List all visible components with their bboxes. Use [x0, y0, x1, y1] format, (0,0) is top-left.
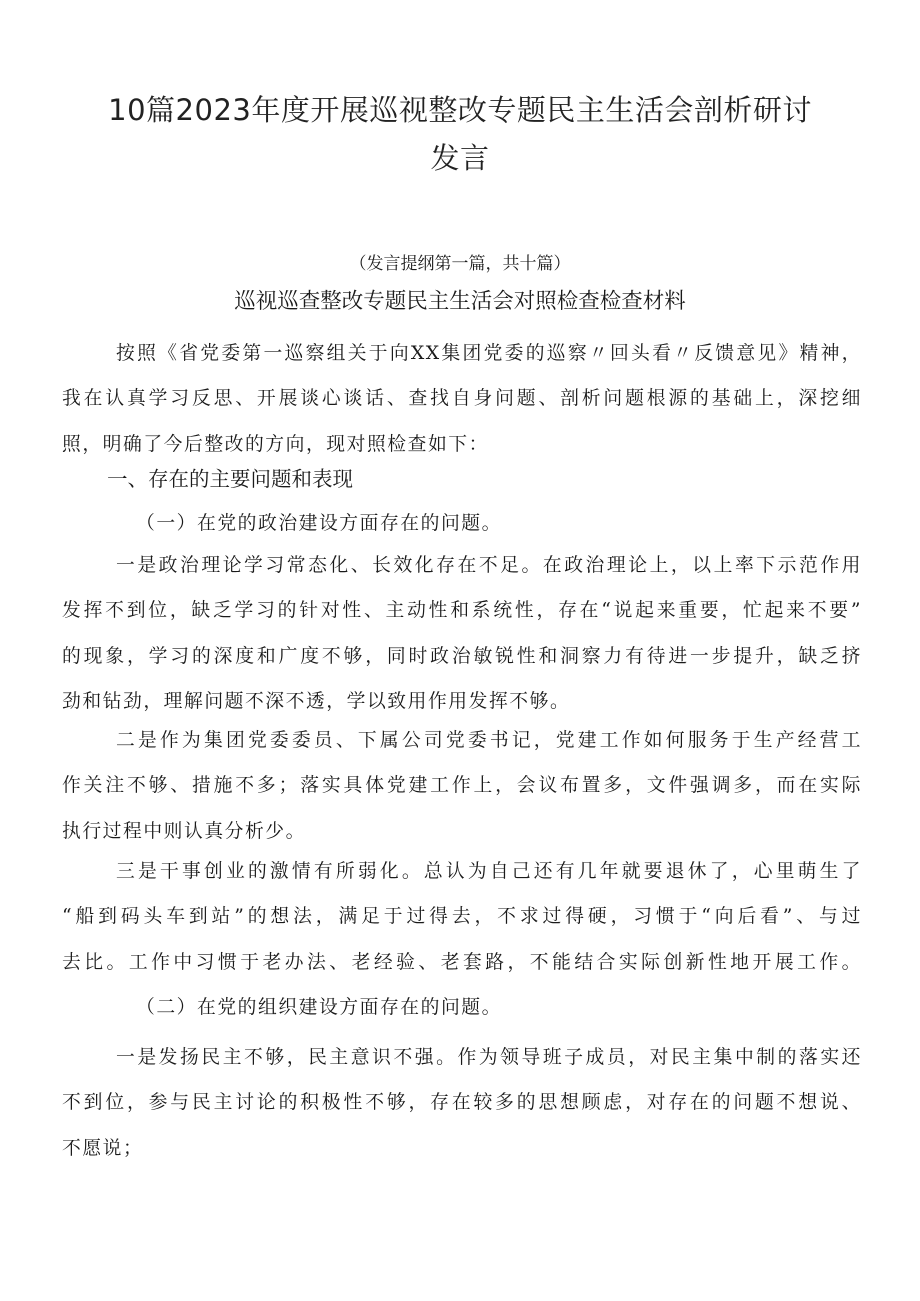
- paragraph: [62, 1035, 862, 1171]
- text-line: 我在认真学习反思、开展谈心谈话、查找自身问题、剖析问题根源的基础上，深挖细: [62, 388, 862, 410]
- intro-paragraph: [62, 331, 862, 467]
- text-line: 照，明确了今后整改的方向，现对照检查如下：: [62, 433, 489, 455]
- text-line: 发挥不到位，缺乏学习的针对性、主动性和系统性，存在“说起来重要，忙起来不要”: [62, 600, 862, 622]
- text-line: “船到码头车到站”的想法，满足于过得去，不求过得硬，习惯于“向后看”、与过: [62, 906, 862, 928]
- paragraph: [62, 849, 862, 985]
- subsection-heading: （一）在党的政治建设方面存在的问题。: [136, 513, 502, 534]
- text-line: 去比。工作中习惯于老办法、老经验、老套路，不能结合实际创新性地开展工作。: [62, 951, 862, 973]
- material-title: 巡视巡查整改专题民主生活会对照检查检查材料: [234, 289, 686, 314]
- text-line: 一是发扬民主不够，民主意识不强。作为领导班子成员，对民主集中制的落实还: [116, 1047, 862, 1068]
- text-line: 执行过程中则认真分析少。: [62, 820, 306, 842]
- text-line: 不到位，参与民主讨论的积极性不够，存在较多的思想顾虑，对存在的问题不想说、: [62, 1092, 862, 1114]
- document-title: [60, 86, 860, 182]
- text-line: 按照《省党委第一巡察组关于向XX集团党委的巡察〃回头看〃反馈意见》精神，: [116, 343, 862, 364]
- text-line: 作关注不够、措施不多；落实具体党建工作上，会议布置多，文件强调多，而在实际: [62, 775, 862, 797]
- title-line-1: 10篇2023年度开展巡视整改专题民主生活会剖析研讨: [108, 93, 812, 127]
- text-line: 三是干事创业的激情有所弱化。总认为自己还有几年就要退休了，心里萌生了: [116, 861, 862, 882]
- text-line: 二是作为集团党委委员、下属公司党委书记，党建工作如何服务于生产经营工: [116, 730, 862, 751]
- subsection-heading: （二）在党的组织建设方面存在的问题。: [136, 997, 502, 1018]
- subtitle: （发言提纲第一篇，共十篇）: [349, 254, 571, 274]
- text-line: 的现象，学习的深度和广度不够，同时政治敏锐性和洞察力有待进一步提升，缺乏挤: [62, 645, 862, 667]
- title-line-2: 发言: [430, 141, 490, 175]
- text-line: 不愿说；: [62, 1137, 144, 1159]
- paragraph: [62, 718, 862, 854]
- text-line: 劲和钻劲，理解问题不深不透，学以致用作用发挥不够。: [62, 690, 571, 712]
- text-line: 一是政治理论学习常态化、长效化存在不足。在政治理论上，以上率下示范作用: [116, 555, 862, 576]
- paragraph: [62, 543, 862, 724]
- section-heading: 一、存在的主要问题和表现: [107, 467, 353, 491]
